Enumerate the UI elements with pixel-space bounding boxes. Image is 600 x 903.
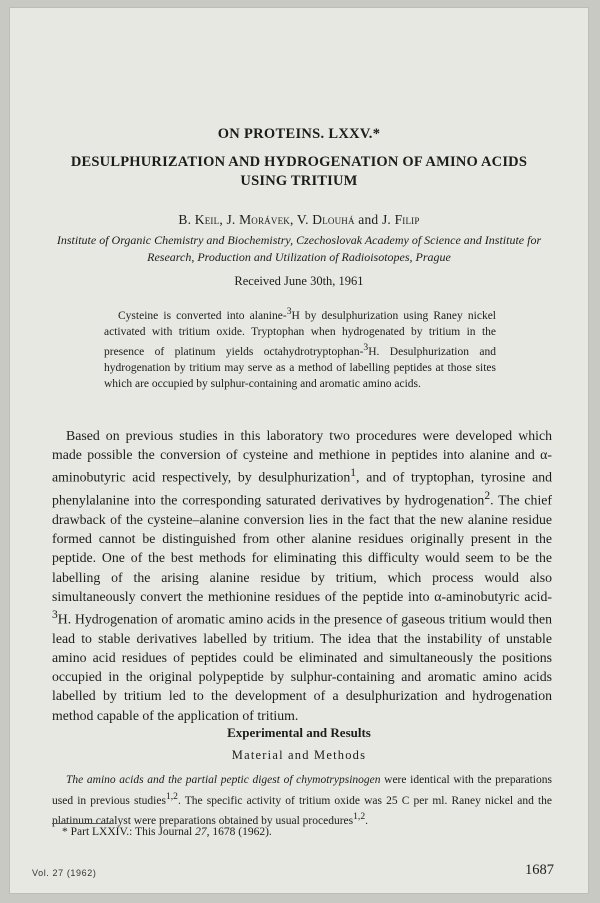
author-separator: and J. [354, 212, 395, 227]
author-name-3: Dlouhá [312, 212, 355, 227]
reference-mark: 1,2 [353, 811, 366, 823]
body-text: . The chief drawback of the cysteine–alanine conversion lies in the fact that the new alanine residue formed cannot be distinguished from other alanine residues originally present in the peptide. One of the best methods for eliminating this difficulty would seem to be the labelling of the arising alanine residue by tritium, which process would also simultaneously convert the methionine residues of the peptide into α-aminobutyric acid- [52, 492, 552, 604]
page-number: 1687 [525, 862, 554, 878]
article-series-title: ON PROTEINS. LXXV.* [217, 126, 381, 142]
abstract [104, 304, 496, 393]
body-text: , and of tryptophan, tyrosine and phenylalanine into the corresponding saturated derivatives by hydrogenation [52, 470, 552, 508]
reference-mark: 2 [484, 490, 491, 503]
abstract-text: H by desulphurization using Raney nickel activated with tritium oxide. Tryptophan when hydrogenated by tritium in the presence of platinum yields octahydrotryptophan- [104, 309, 496, 359]
section-heading: Experimental and Results [227, 725, 371, 740]
superscript: 3 [286, 306, 292, 317]
superscript: 3 [52, 609, 58, 622]
footnote-text: 1678 (1962). [209, 826, 272, 838]
abstract-text: H. Desulphurization and hydrogenation by tritium may serve as a method of labelling peptides at those sites which are occupied by sulphur-containing and aromatic amino acids. [104, 346, 496, 390]
volume-label: Vol. 27 (1962) [32, 868, 97, 878]
footnote-volume: 27, [195, 826, 210, 838]
author-initial: B. [178, 212, 195, 227]
author-separator: , V. [289, 212, 313, 227]
affiliation: Institute of Organic Chemistry and Biochemistry, Czechoslovak Academy of Science and Institute for Research, Production and Utilization of Radioisotopes, Prague [56, 233, 542, 264]
received-date: Received June 30th, 1961 [234, 274, 364, 288]
author-name-1: Keil [194, 212, 220, 227]
author-name-2: Morávek [239, 212, 290, 227]
journal-page [10, 8, 588, 893]
methods-text: . [365, 814, 368, 827]
superscript: 3 [363, 342, 369, 354]
article-title: DESULPHURIZATION AND HYDROGENATION OF AMINO ACIDS USING TRITIUM [70, 154, 528, 189]
body-text: H. Hydrogenation of aromatic amino acids in the presence of gaseous tritium would then lead to stable derivatives labelled by tritium. The idea that the instability of unstable amino acid residues of peptides could be eliminated and simultaneously the positions occupied in the original polypeptide by sulphur-containing and aromatic amino acids labelled by tritium led to the development of a desulphurization and hydrogenation method capable of the application of tritium. [52, 611, 552, 723]
methods-text: . The specific activity of tritium oxide was 25 C per ml. Raney nickel and the platinum catalyst were preparations obtained by usual procedures [52, 794, 552, 827]
author-name-4: Filip [394, 212, 420, 227]
italic-text: The amino acids and the partial peptic digest of chymotrypsinogen [66, 774, 381, 786]
body-text: Based on previous studies in this laboratory two procedures were developed which made possible the conversion of cysteine and methione in peptides into alanine and α-aminobutyric acid respectively, by desulphurization [52, 428, 552, 485]
methods-text: were identical with the preparations used in previous studies [52, 774, 552, 807]
subsection-heading: Material and Methods [231, 748, 367, 762]
body-paragraph [52, 426, 552, 725]
author-list [10, 212, 588, 228]
reference-mark: 1,2 [165, 790, 178, 802]
footnote-rule [52, 823, 112, 824]
reference-mark: 1 [350, 467, 357, 480]
abstract-text: Cysteine is converted into alanine- [118, 309, 287, 322]
author-separator: , J. [219, 212, 240, 227]
footnote [62, 826, 542, 838]
methods-paragraph [52, 773, 552, 829]
footnote-text: * Part LXXIV.: This Journal [62, 826, 196, 838]
